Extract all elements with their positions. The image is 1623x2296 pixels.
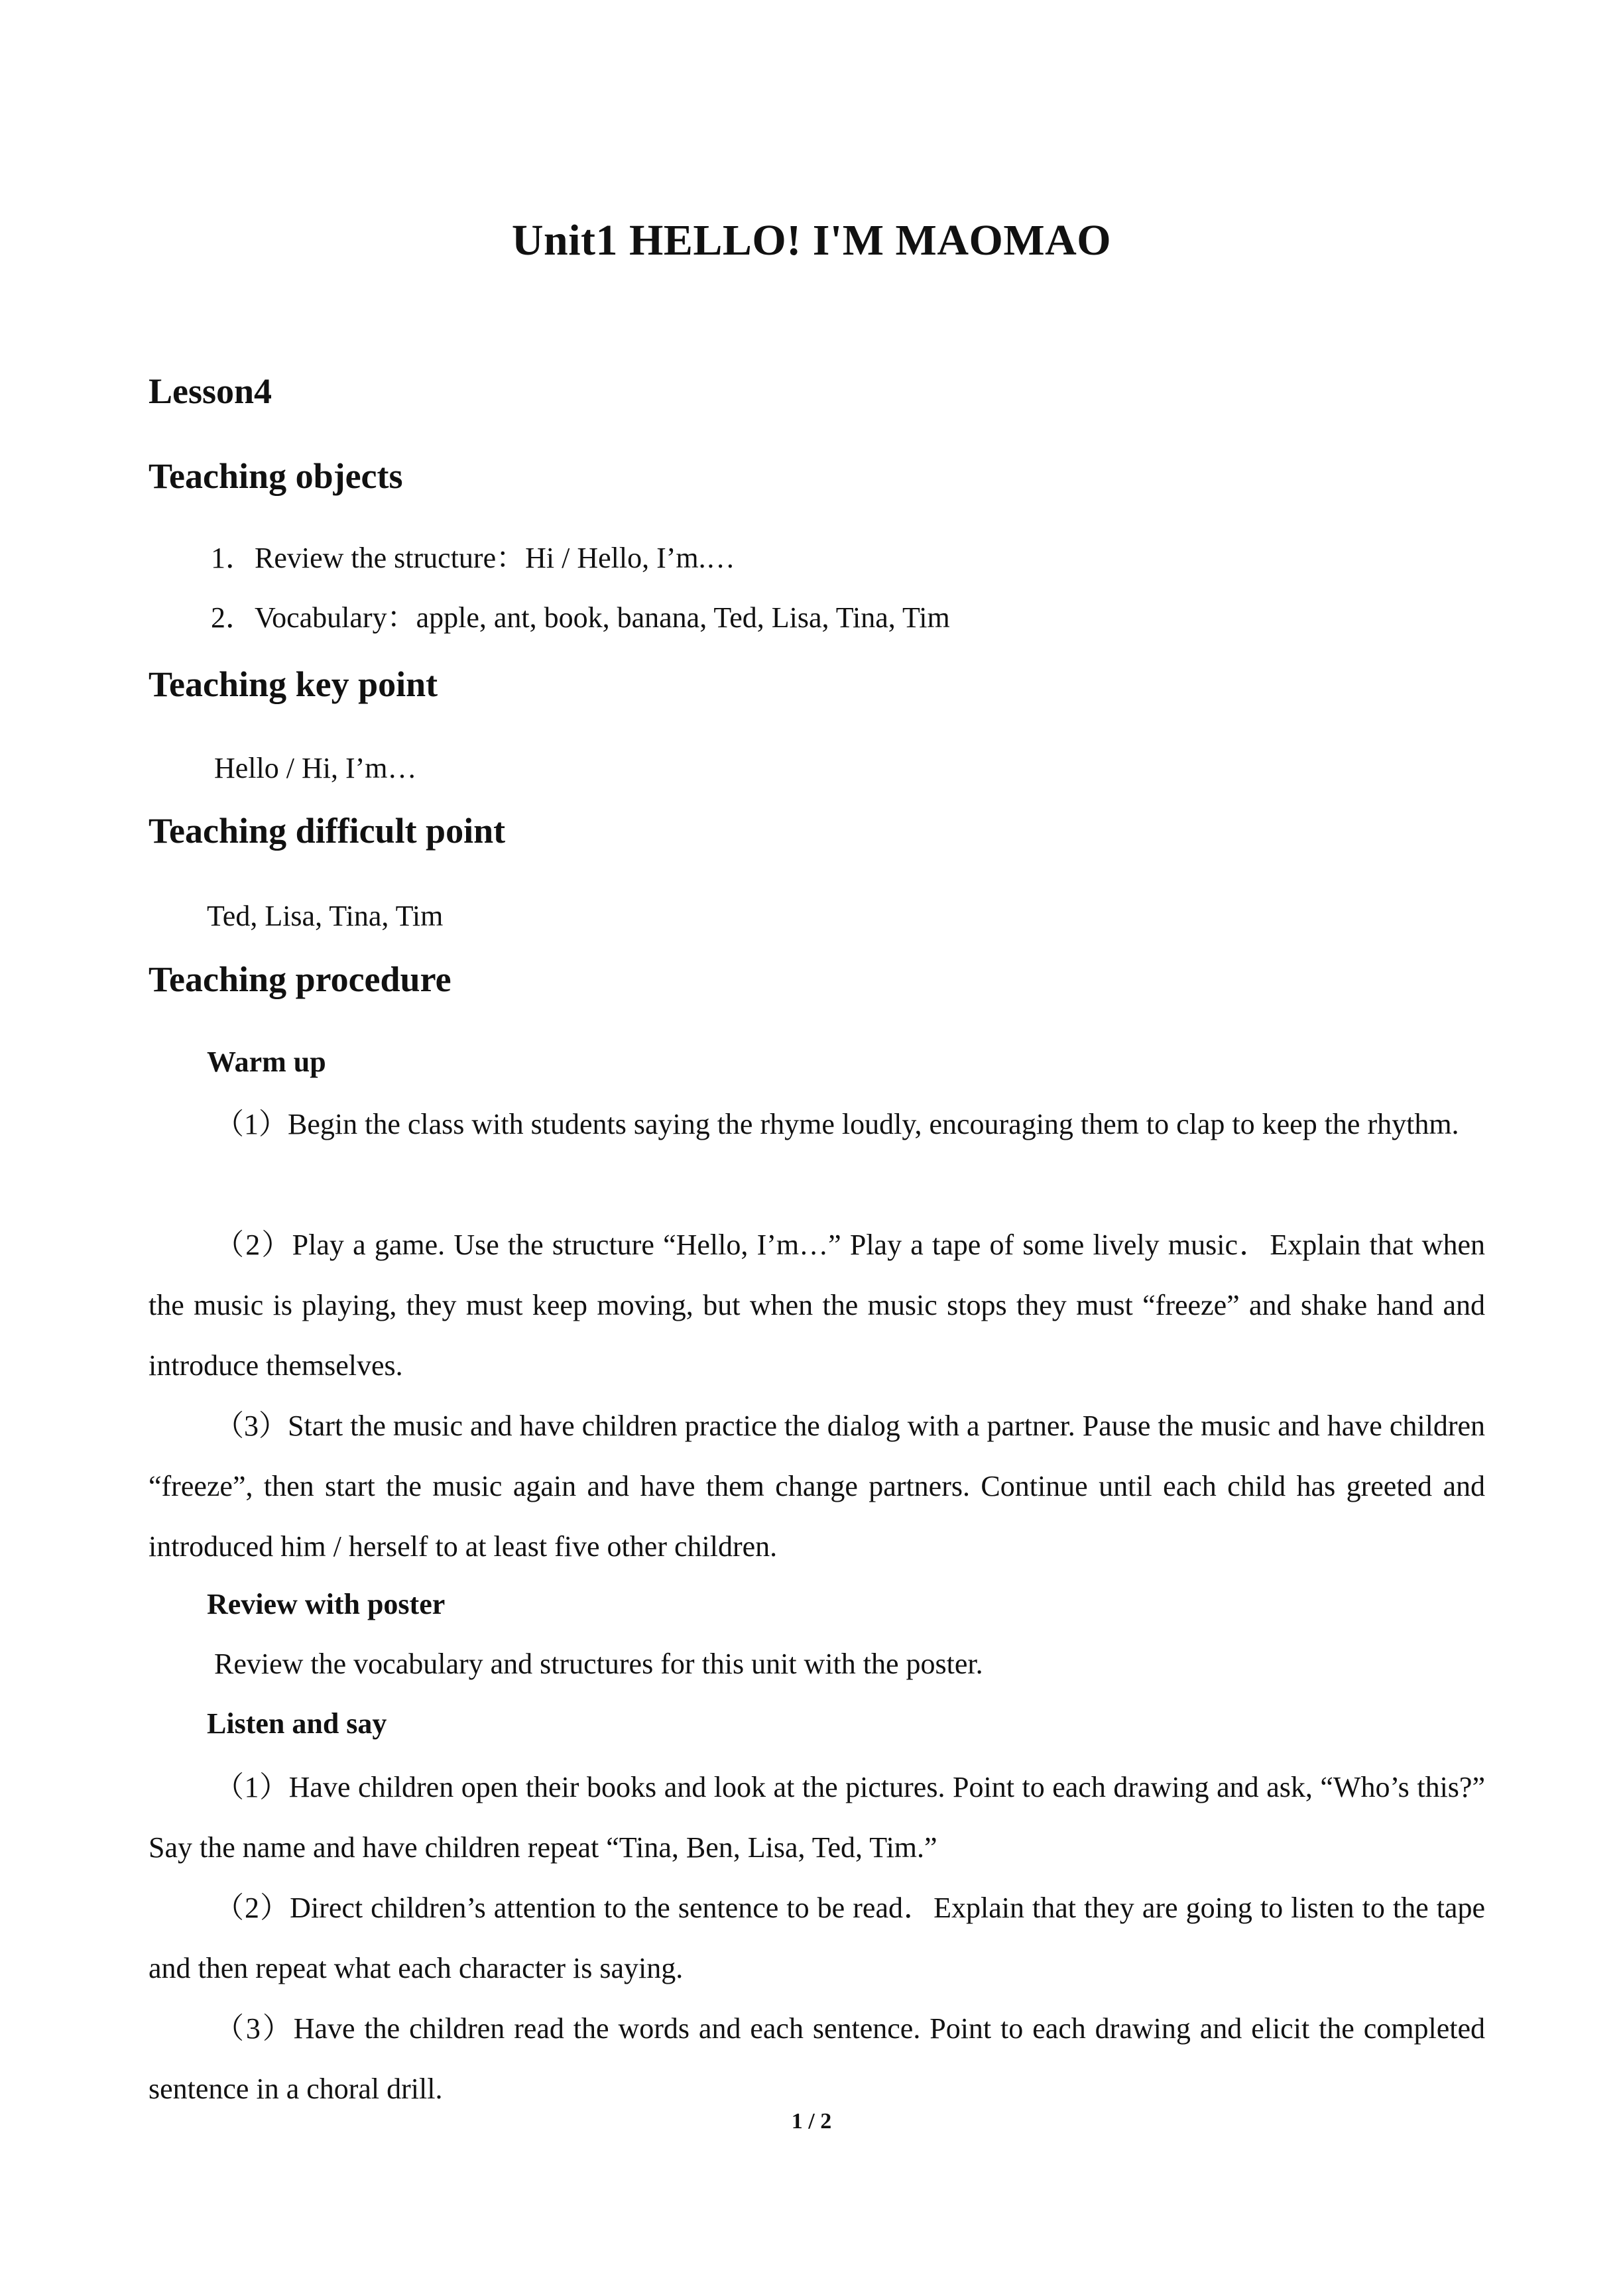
objects-item-1: 1．Review the structure：Hi / Hello, I’m.… [211,542,735,574]
listen-label: Listen and say [207,1707,387,1740]
lesson-heading: Lesson4 [149,371,272,411]
listen-paragraph-1: （1）Have children open their books and look at the pictures. Point to each drawing and ask, “Who’s this?” Say the name and have children repeat “Tina, Ben, Lisa, Ted, Tim.” [149,1771,1485,1864]
review-label: Review with poster [207,1588,446,1620]
review-text: Review the vocabulary and structures for this unit with the poster. [214,1648,983,1680]
teaching-objects-heading: Teaching objects [149,456,403,496]
page-number: 1 / 2 [791,2109,832,2134]
listen-paragraph-2: （2）Direct children’s attention to the sentence to be read．Explain that they are going to listen to the tape and then repeat what each character is saying. [149,1892,1485,1984]
teaching-key-point-heading: Teaching key point [149,664,438,704]
key-point-text: Hello / Hi, I’m… [214,752,417,784]
objects-item-2: 2．Vocabulary：apple, ant, book, banana, Ted, Lisa, Tina, Tim [211,601,950,634]
teaching-procedure-heading: Teaching procedure [149,959,451,999]
teaching-difficult-point-heading: Teaching difficult point [149,811,506,851]
difficult-point-text: Ted, Lisa, Tina, Tim [207,900,444,932]
document-title: Unit1 HELLO! I'M MAOMAO [511,216,1112,265]
warm-up-paragraph-3: （3）Start the music and have children practice the dialog with a partner. Pause the music and have children “freeze”, then start the music again and have them change partners. Continue until each child has greeted and introduced him / herself to at least five other children. [149,1410,1485,1563]
listen-paragraph-3: （3）Have the children read the words and each sentence. Point to each drawing and elicit the completed sentence in a choral drill. [149,2012,1485,2105]
warm-up-paragraph-2: （2）Play a game. Use the structure “Hello, I’m…” Play a tape of some lively music．Explain that when the music is playing, they must keep moving, but when the music stops they must “freeze” and shake hand and introduce themselves. [149,1229,1485,1382]
warm-up-paragraph-1: （1）Begin the class with students saying the rhyme loudly, encouraging them to clap to keep the rhythm. [215,1108,1459,1140]
warm-up-label: Warm up [207,1046,326,1078]
